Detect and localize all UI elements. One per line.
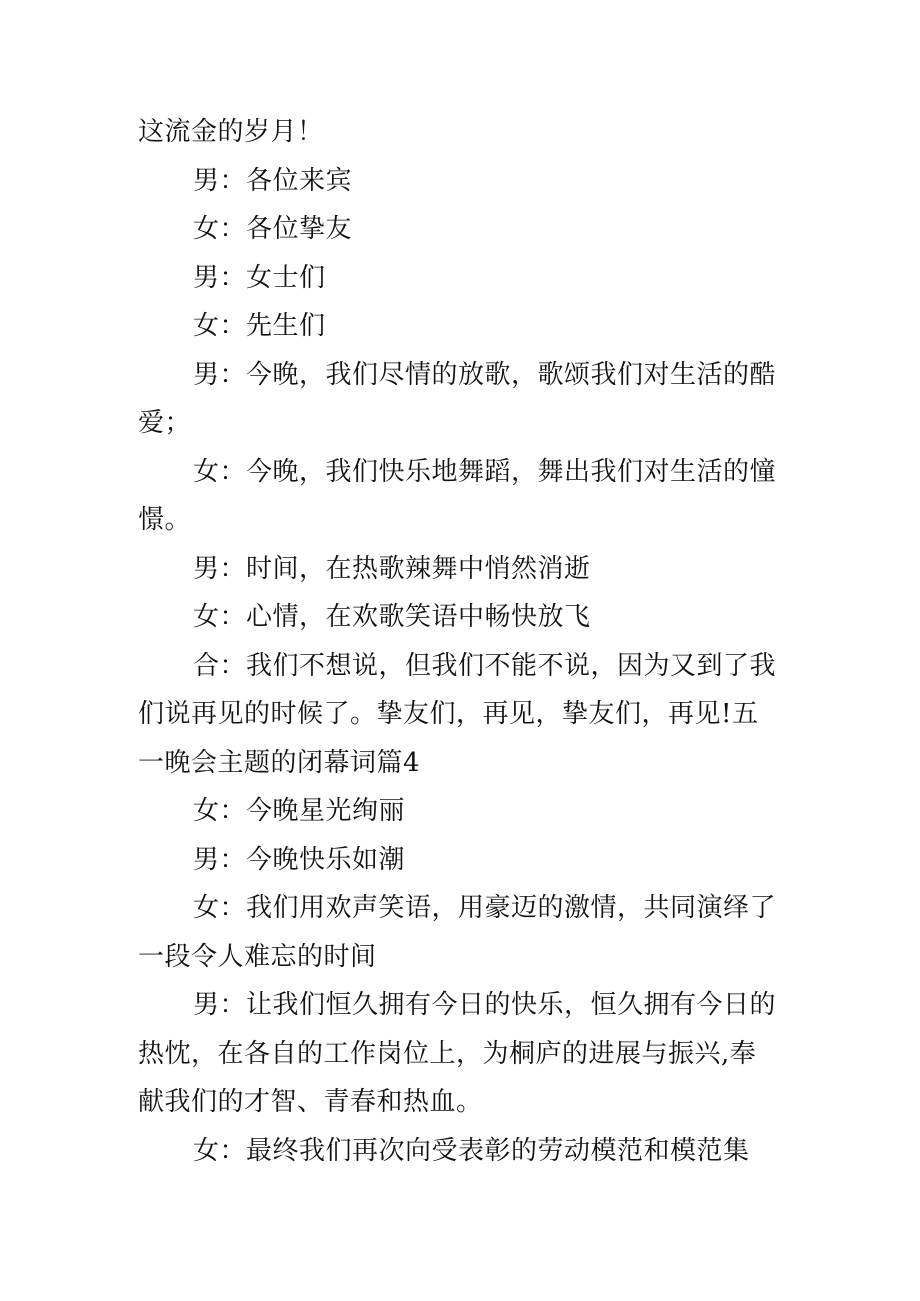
paragraph: 男：女士们 [193, 262, 326, 293]
paragraph: 女：先生们 [193, 311, 326, 341]
paragraph: 女：最终我们再次向受表彰的劳动模范和模范集 [193, 1135, 750, 1166]
paragraph: 男：时间，在热歌辣舞中悄然消逝 [193, 553, 591, 584]
paragraph: 这流金的岁月！ [138, 117, 324, 147]
paragraph: 女：我们用欢声笑语，用豪迈的激情，共同演绎了一段令人难忘的时间 [138, 893, 777, 972]
paragraph: 男：今晚快乐如潮 [193, 844, 406, 875]
paragraph: 男：各位来宾 [193, 165, 353, 196]
document-body [138, 108, 778, 1175]
paragraph: 男：让我们恒久拥有今日的快乐，恒久拥有今日的热忱，在各自的工作岗位上，为桐庐的进展与振兴,奉献我们的才智、青春和热血。 [138, 990, 777, 1117]
paragraph: 女：今晚，我们快乐地舞蹈，舞出我们对生活的憧憬。 [138, 456, 777, 535]
paragraph: 男：今晚，我们尽情的放歌，歌颂我们对生活的酷爱； [138, 359, 777, 438]
paragraph: 女：今晚星光绚丽 [193, 796, 406, 826]
paragraph: 合：我们不想说，但我们不能不说，因为又到了我们说再见的时候了。挚友们，再见，挚友们，再见!五一晚会主题的闭幕词篇4 [138, 650, 777, 778]
paragraph: 女：心情，在欢歌笑语中畅快放飞 [193, 602, 591, 632]
paragraph: 女：各位挚友 [193, 214, 353, 244]
